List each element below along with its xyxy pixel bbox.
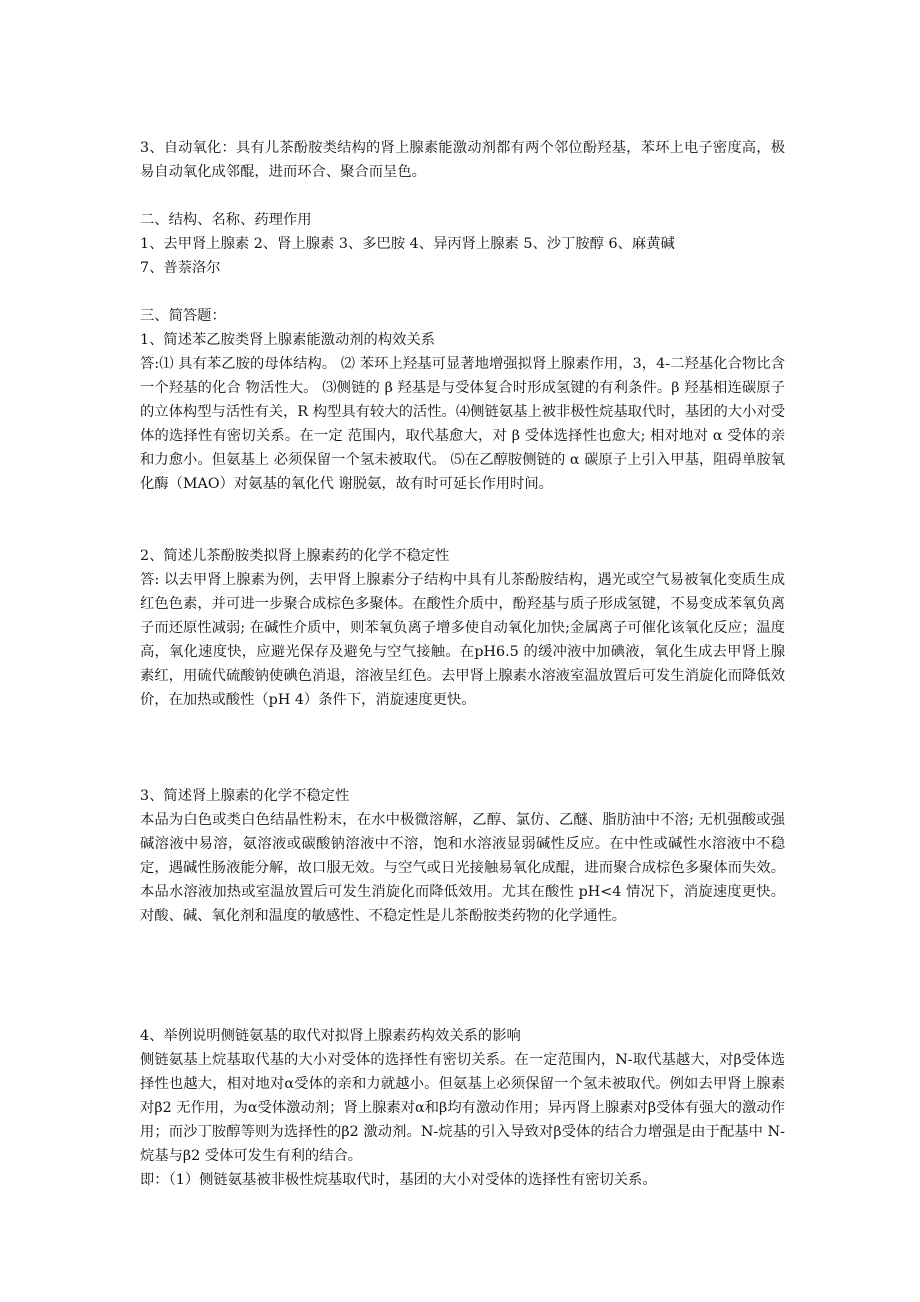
q2-answer: 答: 以去甲肾上腺素为例，去甲肾上腺素分子结构中具有儿茶酚胺结构，遇光或空气易被氧化变质生成红色色素，并可进一步聚合成棕色多聚体。在酸性介质中，酚羟基与质子形成氢键，不易变成苯氧负离子而还原性减弱; 在碱性介质中，则苯氧负离子增多使自动氧化加快;金属离子可催化该氧化反应；温度高，氧化速度快，应避光保存及避免与空气接触。在pH6.5 的缓冲液中加碘液，氧化生成去甲肾上腺素红，用硫代硫酸钠使碘色消退，溶液呈红色。去甲肾上腺素水溶液室温放置后可发生消旋化而降低效价，在加热或酸性（pH 4）条件下，消旋速度更快。 — [140, 572, 785, 708]
q4-summary: 即：（1）侧链氨基被非极性烷基取代时，基团的大小对受体的选择性有密切关系。 — [140, 1172, 657, 1188]
auto-oxidation-paragraph: 3、自动氧化：具有儿茶酚胺类结构的肾上腺素能激动剂都有两个邻位酚羟基，苯环上电子密度高，极易自动氧化成邻醌，进而环合、聚合而呈色。 — [140, 140, 785, 180]
q3-answer: 本品为白色或类白色结晶性粉末，在水中极微溶解，乙醇、氯仿、乙醚、脂肪油中不溶; 无机强酸或强碱溶液中易溶，氨溶液或碳酸钠溶液中不溶，饱和水溶液显弱碱性反应。在中性或碱性水溶液中不稳定，遇碱性肠液能分解，故口服无效。与空气或日光接触易氧化成醌，进而聚合成棕色多聚体而失效。本品水溶液加热或室温放置后可发生消旋化而降低效用。尤其在酸性 pH<4 情况下，消旋速度更快。对酸、碱、氧化剂和温度的敏感性、不稳定性是儿茶酚胺类药物的化学通性。 — [140, 812, 785, 924]
q4-answer: 侧链氨基上烷基取代基的大小对受体的选择性有密切关系。在一定范围内，N-取代基越大，对β受体选择性也越大，相对地对α受体的亲和力就越小。但氨基上必须保留一个氢未被取代。例如去甲肾上腺素对β2 无作用，为α受体激动剂；肾上腺素对α和β均有激动作用；异丙肾上腺素对β受体有强大的激动作用；而沙丁胺醇等则为选择性的β2 激动剂。N-烷基的引入导致对β受体的结合力增强是由于配基中 N-烷基与β2 受体可发生有利的结合。 — [140, 1052, 785, 1164]
q4-heading: 4、举例说明侧链氨基的取代对拟肾上腺素药构效关系的影响 — [140, 1028, 521, 1044]
section-three-heading: 三、简答题： — [140, 308, 226, 324]
q1-heading: 1、简述苯乙胺类肾上腺素能激动剂的构效关系 — [140, 332, 436, 348]
drug-list-line-2: 7、普萘洛尔 — [140, 260, 221, 276]
section-two-heading: 二、结构、名称、药理作用 — [140, 212, 312, 228]
q1-answer: 答:⑴ 具有苯乙胺的母体结构。 ⑵ 苯环上羟基可显著地增强拟肾上腺素作用，3，4-二羟基化合物比含一个羟基的化合 物活性大。 ⑶侧链的 β 羟基是与受体复合时形成氢键的有利条件。β 羟基相连碳原子的立体构型与活性有关，R 构型具有较大的活性。⑷侧链氨基上被非极性烷基取代时，基团的大小对受体的选择性有密切关系。在一定 范围内，取代基愈大，对 β 受体选择性也愈大; 相对地对 α 受体的亲和力愈小。但氨基上 必须保留一个氢未被取代。 ⑸在乙醇胺侧链的 α 碳原子上引入甲基，阻碍单胺氧化酶（MAO）对氨基的氧化代 谢脱氨，故有时可延长作用时间。 — [140, 356, 785, 492]
drug-list-line-1: 1、去甲肾上腺素 2、肾上腺素 3、多巴胺 4、异丙肾上腺素 5、沙丁胺醇 6、麻黄碱 — [140, 236, 675, 252]
q2-heading: 2、简述儿茶酚胺类拟肾上腺素药的化学不稳定性 — [140, 548, 450, 564]
q3-heading: 3、简述肾上腺素的化学不稳定性 — [140, 788, 350, 804]
